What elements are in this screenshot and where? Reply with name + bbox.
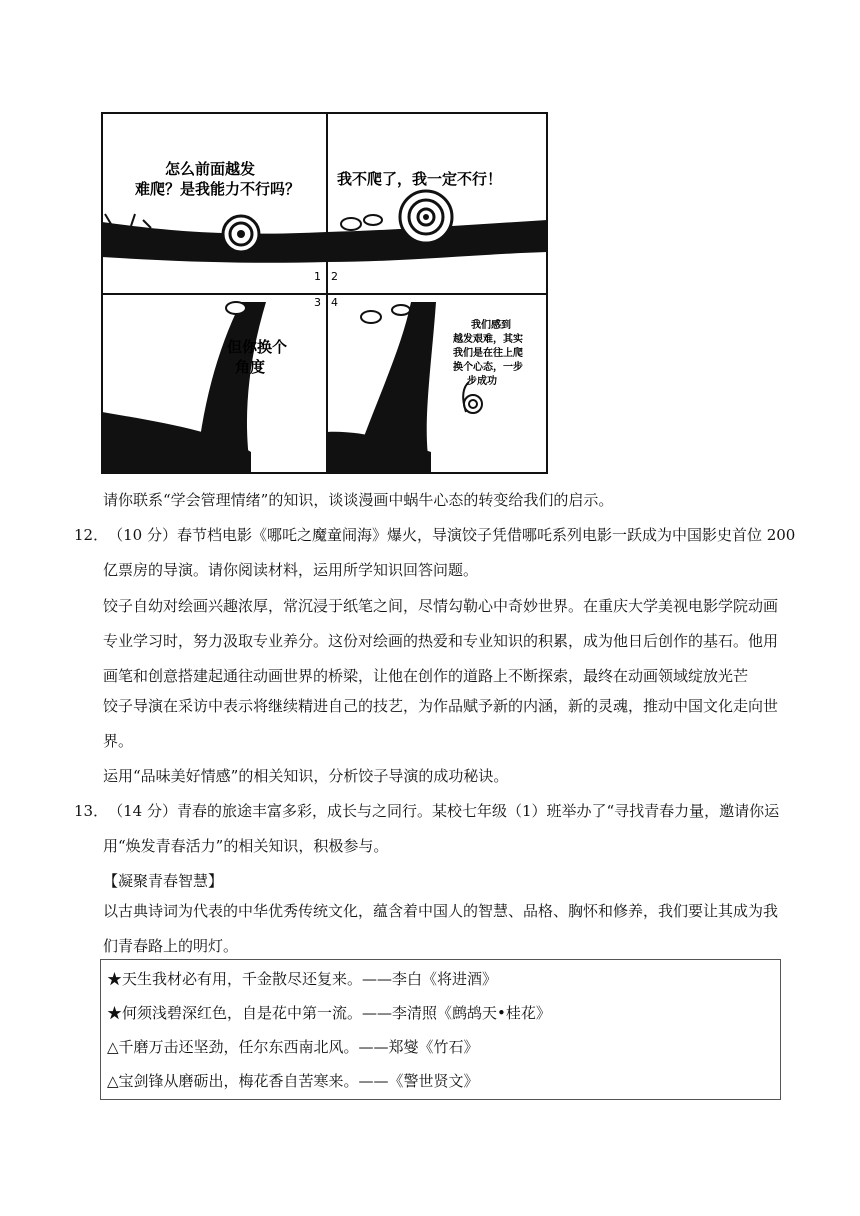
panel-number-1: 1	[314, 270, 321, 283]
q11-prompt: 请你联系“学会管理情绪”的知识，谈谈漫画中蜗牛心态的转变给我们的启示。	[103, 491, 614, 509]
q12-number: 12．	[74, 526, 109, 544]
panel-4-bubble-line-4: 换个心态，一步	[453, 362, 523, 373]
q12-para1-line-3: 画笔和创意搭建起通往动画世界的桥梁，让他在创作的道路上不断探索，最终在动画领域绽放光芒	[103, 667, 749, 685]
q12-para2-line-1: 饺子导演在采访中表示将继续精进自己的技艺，为作品赋予新的内涵，新的灵魂，推动中国文化走向世	[103, 697, 779, 715]
panel-4-bubble-line-1: 我们感到	[471, 320, 511, 331]
q13-section-title: 【凝聚青春智慧】	[103, 872, 224, 890]
q12-stem-line-1: （10 分）春节档电影《哪吒之魔童闹海》爆火，导演饺子凭借哪吒系列电影一跃成为中国影史首位 200	[108, 526, 796, 544]
panel-1-bubble-line-2: 难爬？是我能力不行吗？	[135, 180, 301, 198]
panel-4-bubble-line-2: 越发艰难，其实	[453, 334, 523, 345]
q12-first-line	[74, 525, 795, 545]
poem-box	[100, 959, 781, 1100]
poem-line-3: △千磨万击还坚劲，任尔东西南北风。——郑燮《竹石》	[107, 1038, 479, 1056]
panel-number-2: 2	[331, 270, 338, 283]
panel-number-4: 4	[331, 296, 338, 309]
panel-4-bubble-line-5: 步成功	[467, 376, 497, 387]
poem-line-1: ★天生我材必有用，千金散尽还复来。——李白《将进酒》	[107, 970, 498, 988]
q12-para2-line-2: 界。	[103, 732, 134, 750]
comic-drawing	[101, 112, 548, 474]
q12-para1-line-1: 饺子自幼对绘画兴趣浓厚，常沉浸于纸笔之间，尽情勾勒心中奇妙世界。在重庆大学美视电影学院动画	[103, 597, 779, 615]
panel-3-bubble-line-1: 但你换个	[227, 338, 288, 356]
q12-para1-line-2: 专业学习时，努力汲取专业养分。这份对绘画的热爱和专业知识的积累，成为他日后创作的基石。他用	[103, 632, 779, 650]
q13-number: 13．	[74, 802, 109, 820]
q12-stem-line-2: 亿票房的导演。请你阅读材料，运用所学知识回答问题。	[103, 561, 479, 579]
panel-4-bubble-line-3: 我们是在往上爬	[453, 348, 523, 359]
panel-3-bubble-line-2: 角度	[235, 358, 266, 376]
q13-intro-line-1: 以古典诗词为代表的中华优秀传统文化，蕴含着中国人的智慧、品格、胸怀和修养，我们要让其成为我	[103, 902, 779, 920]
q13-stem-line-2: 用“焕发青春活力”的相关知识，积极参与。	[103, 837, 389, 855]
q13-intro-line-2: 们青春路上的明灯。	[103, 937, 239, 955]
panel-2-bubble: 我不爬了，我一定不行！	[337, 170, 503, 188]
panel-number-3: 3	[314, 296, 321, 309]
poem-line-2: ★何须浅碧深红色，自是花中第一流。——李清照《鹧鸪天•桂花》	[107, 1004, 551, 1022]
panel-1-bubble-line-1: 怎么前面越发	[165, 160, 256, 178]
q12-question: 运用“品味美好情感”的相关知识，分析饺子导演的成功秘诀。	[103, 767, 509, 785]
q13-stem-line-1: （14 分）青春的旅途丰富多彩，成长与之同行。某校七年级（1）班举办了“寻找青春力量，邀请你运	[108, 802, 780, 820]
snail-comic	[101, 112, 548, 474]
poem-line-4: △宝剑锋从磨砺出，梅花香自苦寒来。——《警世贤文》	[107, 1072, 479, 1090]
q13-first-line	[74, 801, 779, 821]
